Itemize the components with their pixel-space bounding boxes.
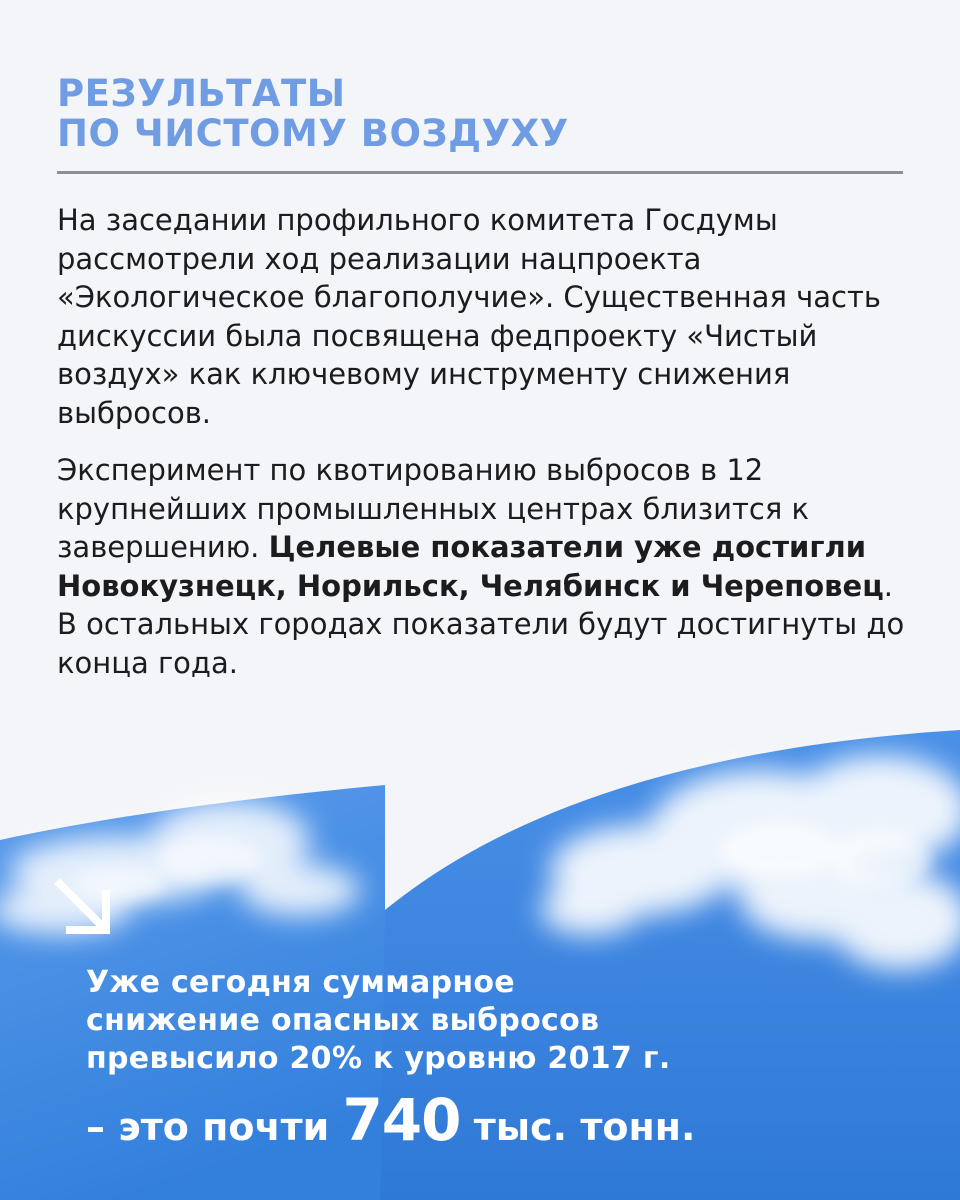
title-divider [57,171,903,174]
arrow-down-right-icon [50,872,114,944]
title-line-1: РЕЗУЛЬТАТЫ [57,72,346,115]
callout-text [86,964,671,1078]
callout-line-2: снижение опасных выбросов [86,1003,600,1038]
callout-number: 740 [342,1086,461,1154]
experiment-text-start: Эксперимент по квотированию выбросов в 12 крупнейших промышленных центрах близится к завершению. [57,453,810,564]
page-title [57,74,569,154]
callout-line-3: превысило 20% к уровню 2017 г. [86,1041,671,1076]
title-line-2: ПО ЧИСТОМУ ВОЗДУХУ [57,112,569,155]
callout-prefix: – это почти [86,1105,330,1149]
callout-suffix: тыс. тонн. [473,1105,696,1149]
experiment-highlight: Целевые показатели уже достигли Новокузнецк, Норильск, Челябинск и Череповец [57,530,884,603]
callout-figure [86,1080,695,1167]
experiment-text-end: . В остальных городах показатели будут достигнуты до конца года. [57,568,905,680]
callout-line-1: Уже сегодня суммарное [86,965,515,1000]
intro-paragraph: На заседании профильного комитета Госдумы рассмотрели ход реализации нацпроекта «Экологическое благополучие». Существенная часть дискуссии была посвящена федпроекту «Чистый воздух» как ключевому инструменту снижения выбросов. [57,203,881,430]
experiment-paragraph [57,451,917,682]
